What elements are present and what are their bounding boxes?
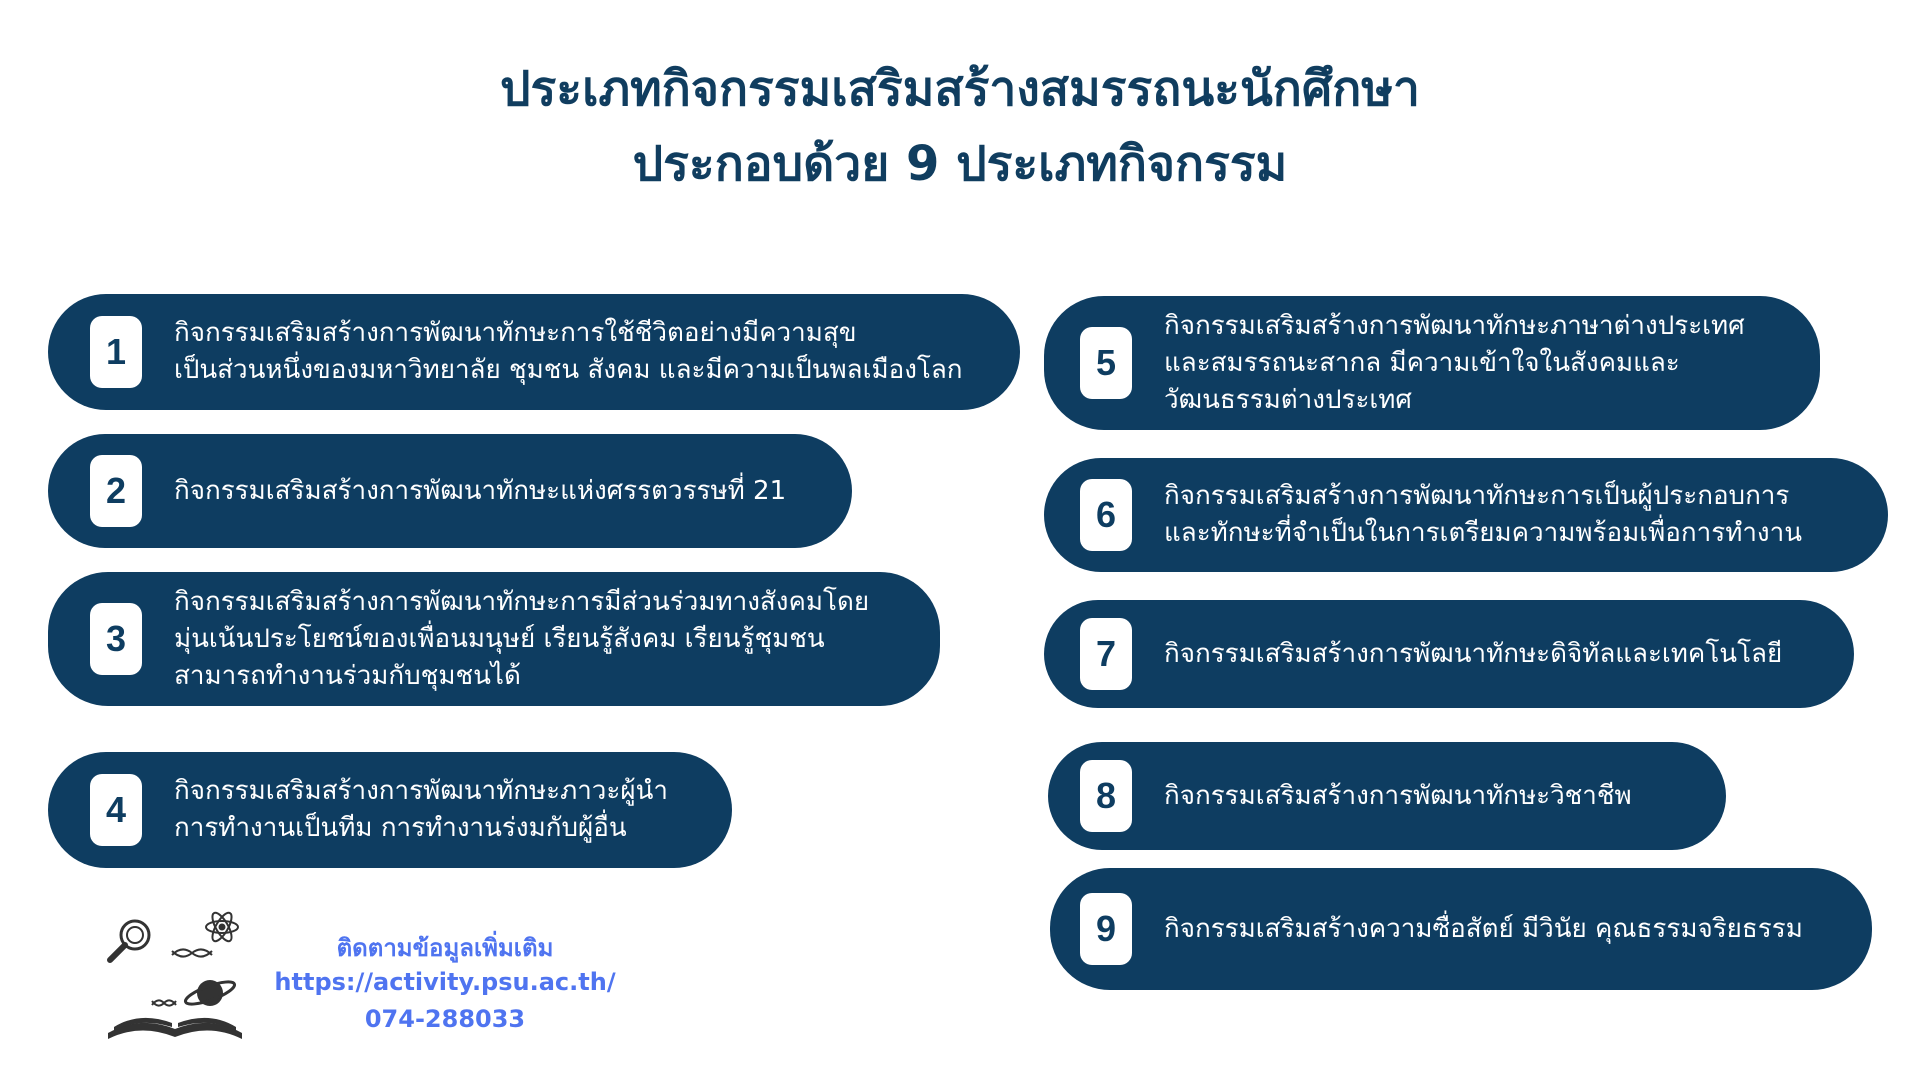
activity-item-5: [1044, 296, 1820, 430]
item-number-badge: 2: [90, 455, 142, 527]
item-text-line: การทำงานเป็นทีม การทำงานร่งมกับผู้อื่น: [174, 813, 627, 843]
item-text-line: กิจกรรมเสริมสร้างการพัฒนาทักษะการมีส่วนร่วมทางสังคมโดย: [174, 586, 870, 617]
item-text-line: เป็นส่วนหนึ่งของมหาวิทยาลัย ชุมชน สังคม และมีความเป็นพลเมืองโลก: [174, 355, 963, 385]
item-number-badge: 3: [90, 603, 142, 675]
item-number-badge: 5: [1080, 327, 1132, 399]
activity-item-4: [48, 752, 732, 868]
item-text-line: กิจกรรมเสริมสร้างการพัฒนาทักษะภาษาต่างประเทศ: [1164, 310, 1745, 341]
page-subtitle: ประกอบด้วย 9 ประเภทกิจกรรม: [632, 136, 1288, 192]
item-text-line: และทักษะที่จำเป็นในการเตรียมความพร้อมเพื่อการทำงาน: [1164, 518, 1803, 548]
item-number-badge: 6: [1080, 479, 1132, 551]
item-text-line: และสมรรถนะสากล มีความเข้าใจในสังคมและ: [1164, 347, 1680, 378]
page-title: ประเภทกิจกรรมเสริมสร้างสมรรถนะนักศึกษา: [500, 61, 1420, 117]
item-text-line: กิจกรรมเสริมสร้างการพัฒนาทักษะการใช้ชีวิตอย่างมีความสุข: [174, 318, 857, 348]
activity-item-3: [48, 572, 940, 706]
item-text-line: กิจกรรมเสริมสร้างการพัฒนาทักษะแห่งศรรตวรรษที่ 21: [174, 475, 787, 506]
item-text-line: กิจกรรมเสริมสร้างการพัฒนาทักษะวิชาชีพ: [1164, 780, 1632, 811]
item-text-line: กิจกรรมเสริมสร้างความซื่อสัตย์ มีวินัย คุณธรรมจริยธรรม: [1164, 913, 1803, 944]
item-number-badge: 1: [90, 316, 142, 388]
item-number-badge: 8: [1080, 760, 1132, 832]
magnifier-icon: [110, 921, 149, 960]
item-text-line: สามารถทำงานร่วมกับชุมชนได้: [174, 660, 521, 691]
item-text-line: กิจกรรมเสริมสร้างการพัฒนาทักษะการเป็นผู้ประกอบการ: [1164, 481, 1790, 511]
item-text-line: กิจกรรมเสริมสร้างการพัฒนาทักษะภาวะผู้นำ: [174, 776, 668, 806]
planet-icon: [183, 978, 237, 1009]
activity-item-1: [48, 294, 1020, 410]
atom-icon: [206, 910, 238, 944]
footer-phone: 074-288033: [364, 1005, 526, 1033]
footer-illustration: [100, 905, 250, 1045]
item-text-line: มุ่นเน้นประโยชน์ของเพื่อนมนุษย์ เรียนรู้สังคม เรียนรู้ชุมชน: [174, 623, 825, 654]
activity-item-6: [1044, 458, 1888, 572]
item-text-line: วัฒนธรรมต่างประเทศ: [1164, 384, 1412, 415]
activity-item-8: [1048, 742, 1726, 850]
footer-link[interactable]: https://activity.psu.ac.th/: [274, 968, 616, 996]
item-number-badge: 4: [90, 774, 142, 846]
activity-item-7: [1044, 600, 1854, 708]
activity-item-2: [48, 434, 852, 548]
item-number-badge: 7: [1080, 618, 1132, 690]
footer-follow-text: ติดตามข้อมูลเพิ่มเติม: [336, 934, 554, 962]
item-number-badge: 9: [1080, 893, 1132, 965]
activity-item-9: [1050, 868, 1872, 990]
item-text-line: กิจกรรมเสริมสร้างการพัฒนาทักษะดิจิทัลและเทคโนโลยี: [1164, 638, 1783, 669]
open-book-icon: [108, 1018, 242, 1039]
